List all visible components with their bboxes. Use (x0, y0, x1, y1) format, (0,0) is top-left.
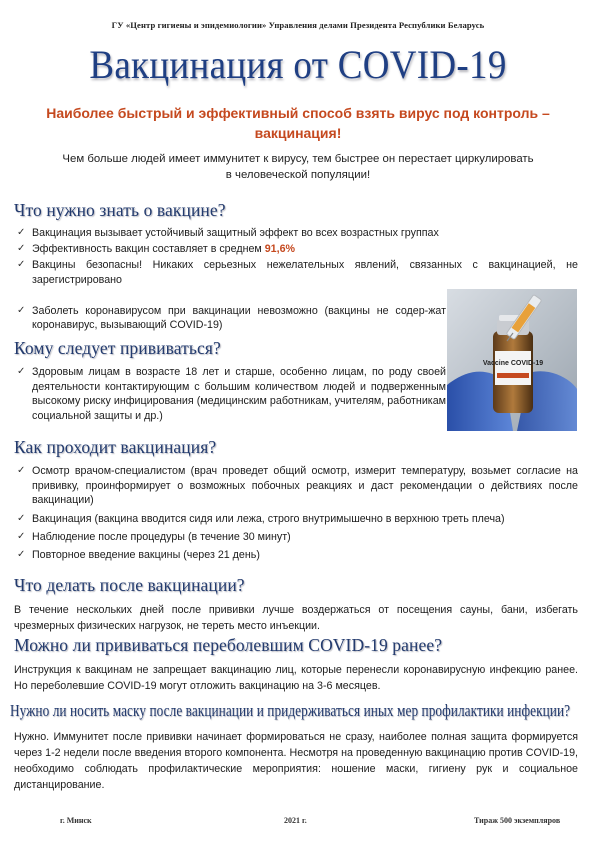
intro-line-1: Чем больше людей имеет иммунитет к вирусу, тем быстрее он перестает циркулировать (62, 153, 534, 165)
mask-wearing-text: Нужно. Иммунитет после прививки начинает формироваться не сразу, наиболее полная защита формируется через 1-2 недели после введения второго компонента. Несмотря на проведенную вакцинацию против COVID-19, необходимо соблюдать профилактические мероприятия: ношение маски, гигиену рук и социальное дистанцирование. (14, 731, 578, 791)
check-mark-icon: ✓ (17, 243, 26, 255)
check-mark-icon: ✓ (17, 227, 26, 238)
check-mark-icon: ✓ (17, 512, 26, 524)
footer-print-run: Тираж 500 экземпляров (474, 816, 561, 825)
check-mark-icon: ✓ (17, 548, 26, 560)
vaccine-vial-photo (447, 289, 577, 431)
efficacy-value: 91,6% (264, 243, 296, 256)
how-it-works-list (14, 464, 578, 562)
footer-year: 2021 г. (284, 816, 307, 825)
section-heading-previously-ill: Можно ли прививаться переболевшим COVID-19 ранее? (14, 635, 443, 655)
footer-city: г. Минск (60, 816, 92, 825)
organization-name: ГУ «Центр гигиены и эпидемиологии» Управления делами Президента Республики Беларусь (111, 20, 485, 30)
who-should-vaccinate-list (14, 365, 446, 423)
list-item: ✓ Повторное введение вакцины (через 21 день) (17, 548, 260, 561)
subtitle (24, 103, 572, 143)
after-vaccination-text: В течение нескольких дней после прививки лучше воздержаться от посещения сауны, бани, избегать чрезмерных физических нагрузок, не тереть место инъекции. (14, 604, 578, 632)
check-mark-icon: ✓ (17, 259, 26, 271)
check-mark-icon: ✓ (17, 530, 26, 542)
intro-text (40, 151, 556, 183)
check-mark-icon: ✓ (17, 465, 26, 476)
subtitle-line-2: вакцинация! (254, 125, 342, 141)
list-item: ✓ Осмотр врачом-специалистом (врач проведет общий осмотр, измерит температуру, возьмет согласие на прививку, проинформирует о возможных побочных реакциях и даст рекомендации о действиях после вакцинации) (17, 465, 578, 506)
page-title: Вакцинация от COVID-19 (89, 43, 507, 88)
list-item: ✓ Здоровым лицам в возрасте 18 лет и старше, особенно лицам, по роду своей деятельности контактирующим с большим количеством людей и подверженным высокому риску инфицирования (медицинским работникам, учителям, работникам социальной защиты и др.) (17, 366, 446, 422)
vaccine-facts-list-continued (14, 304, 446, 332)
section-heading-after-vaccination: Что делать после вакцинации? (14, 575, 245, 595)
section-heading-who-should-vaccinate: Кому следует прививаться? (14, 338, 221, 358)
vaccine-vial-illustration (447, 289, 577, 431)
list-item: ✓ Наблюдение после процедуры (в течение 30 минут) (17, 530, 291, 543)
list-item: ✓ Вакцинация (вакцина вводится сидя или лежа, строго внутримышечно в верхнюю треть плеча) (17, 512, 505, 525)
check-mark-icon: ✓ (17, 366, 26, 377)
vaccine-facts-list (14, 226, 578, 287)
list-item: ✓ Вакцинация вызывает устойчивый защитный эффект во всех возрастных группах (17, 227, 439, 239)
list-item: ✓ Эффективность вакцин составляет в среднем 91,6% (17, 243, 296, 256)
check-mark-icon: ✓ (17, 305, 26, 316)
intro-line-2: в человеческой популяции! (225, 169, 371, 181)
vial-label: Vaccine COVID-19 (482, 360, 544, 367)
section-heading-how-it-works: Как проходит вакцинация? (14, 437, 217, 457)
previously-ill-text: Инструкция к вакцинам не запрещает вакцинацию лиц, которые перенесли коронавирусную инфекцию ранее. Но переболевшие COVID-19 могут отложить вакцинацию на 3-6 месяцев. (14, 664, 578, 692)
section-heading-mask-wearing: Нужно ли носить маску после вакцинации и придерживаться иных мер профилактики инфекции? (10, 701, 571, 720)
list-item: ✓ Вакцины безопасны! Никаких серьезных нежелательных явлений, связанных с вакцинацией, не зарегистрировано (17, 259, 578, 286)
section-heading-vaccine-facts: Что нужно знать о вакцине? (14, 200, 226, 220)
subtitle-line-1: Наиболее быстрый и эффективный способ взять вирус под контроль – (46, 105, 550, 121)
list-item: ✓ Заболеть коронавирусом при вакцинации невозможно (вакцины не содер-жат коронавирус, вызывающий COVID-19) (17, 305, 446, 332)
